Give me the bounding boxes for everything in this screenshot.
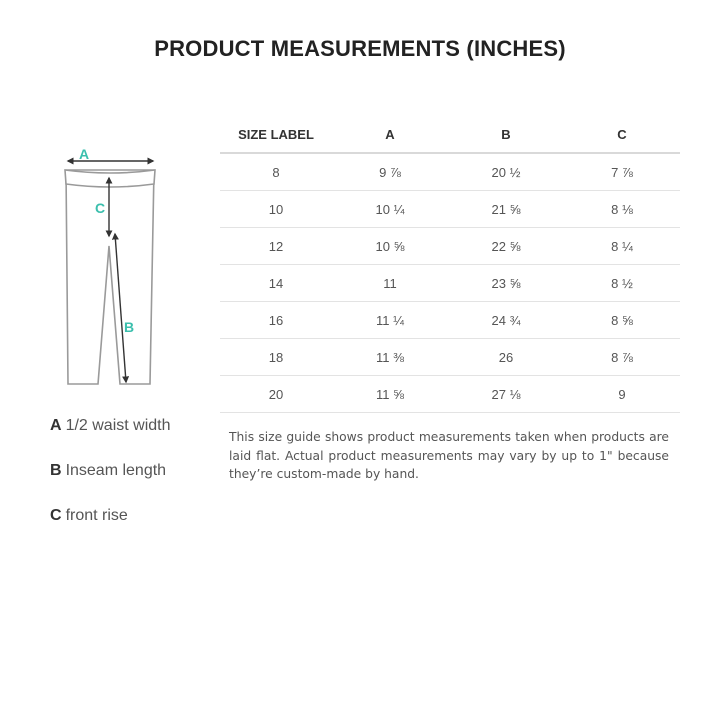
- pants-body-outline: [66, 170, 154, 384]
- cell-b: 24 ¾: [448, 302, 564, 339]
- legend-text: front rise: [65, 507, 128, 524]
- cell-b: 22 ⅝: [448, 228, 564, 265]
- cell-a: 11 ⅝: [332, 376, 448, 413]
- cell-a: 9 ⅞: [332, 153, 448, 191]
- table-row: [220, 153, 680, 191]
- size-table: [220, 116, 680, 413]
- label-a: A: [78, 146, 90, 162]
- column-header-size-label: SIZE LABEL: [220, 116, 332, 153]
- cell-b: 26: [448, 339, 564, 376]
- table-row: [220, 339, 680, 376]
- label-c: C: [94, 200, 106, 216]
- table-row: [220, 191, 680, 228]
- cell-size: 12: [220, 228, 332, 265]
- legend-letter: B: [50, 462, 62, 479]
- table-row: [220, 302, 680, 339]
- cell-c: 8 ⅞: [564, 339, 680, 376]
- legend-item-a: [50, 416, 220, 461]
- table-row: [220, 228, 680, 265]
- cell-c: 8 ¼: [564, 228, 680, 265]
- cell-size: 14: [220, 265, 332, 302]
- legend-letter: A: [50, 417, 62, 434]
- legend-item-b: [50, 461, 220, 506]
- legend-item-c: [50, 506, 220, 551]
- table-row: [220, 376, 680, 413]
- waistband-outline: [65, 170, 155, 187]
- table-row: [220, 265, 680, 302]
- cell-size: 8: [220, 153, 332, 191]
- column-header-a: A: [332, 116, 448, 153]
- cell-c: 9: [564, 376, 680, 413]
- cell-a: 11 ¼: [332, 302, 448, 339]
- legend-letter: C: [50, 507, 62, 524]
- column-header-b: B: [448, 116, 564, 153]
- cell-b: 20 ½: [448, 153, 564, 191]
- measurement-legend: [50, 416, 220, 551]
- cell-a: 11 ⅜: [332, 339, 448, 376]
- cell-c: 8 ⅝: [564, 302, 680, 339]
- cell-b: 23 ⅝: [448, 265, 564, 302]
- cell-size: 18: [220, 339, 332, 376]
- label-b: B: [123, 319, 135, 335]
- cell-b: 27 ⅛: [448, 376, 564, 413]
- cell-size: 20: [220, 376, 332, 413]
- cell-c: 8 ⅛: [564, 191, 680, 228]
- cell-a: 10 ¼: [332, 191, 448, 228]
- page-title: PRODUCT MEASUREMENTS (INCHES): [154, 36, 566, 61]
- cell-c: 7 ⅞: [564, 153, 680, 191]
- cell-size: 10: [220, 191, 332, 228]
- inseam-arrow: [115, 234, 126, 382]
- pants-measurement-diagram: [58, 140, 170, 392]
- table-header-row: [220, 116, 680, 153]
- legend-text: 1/2 waist width: [65, 417, 171, 434]
- size-guide-note: This size guide shows product measurements taken when products are laid flat. Actual product measurements may vary by up to 1" because they’re custom-made by hand.: [229, 430, 669, 481]
- cell-b: 21 ⅝: [448, 191, 564, 228]
- column-header-c: C: [564, 116, 680, 153]
- pants-outline: [65, 170, 155, 384]
- cell-a: 11: [332, 265, 448, 302]
- legend-text: Inseam length: [65, 462, 167, 479]
- cell-size: 16: [220, 302, 332, 339]
- cell-c: 8 ½: [564, 265, 680, 302]
- cell-a: 10 ⅝: [332, 228, 448, 265]
